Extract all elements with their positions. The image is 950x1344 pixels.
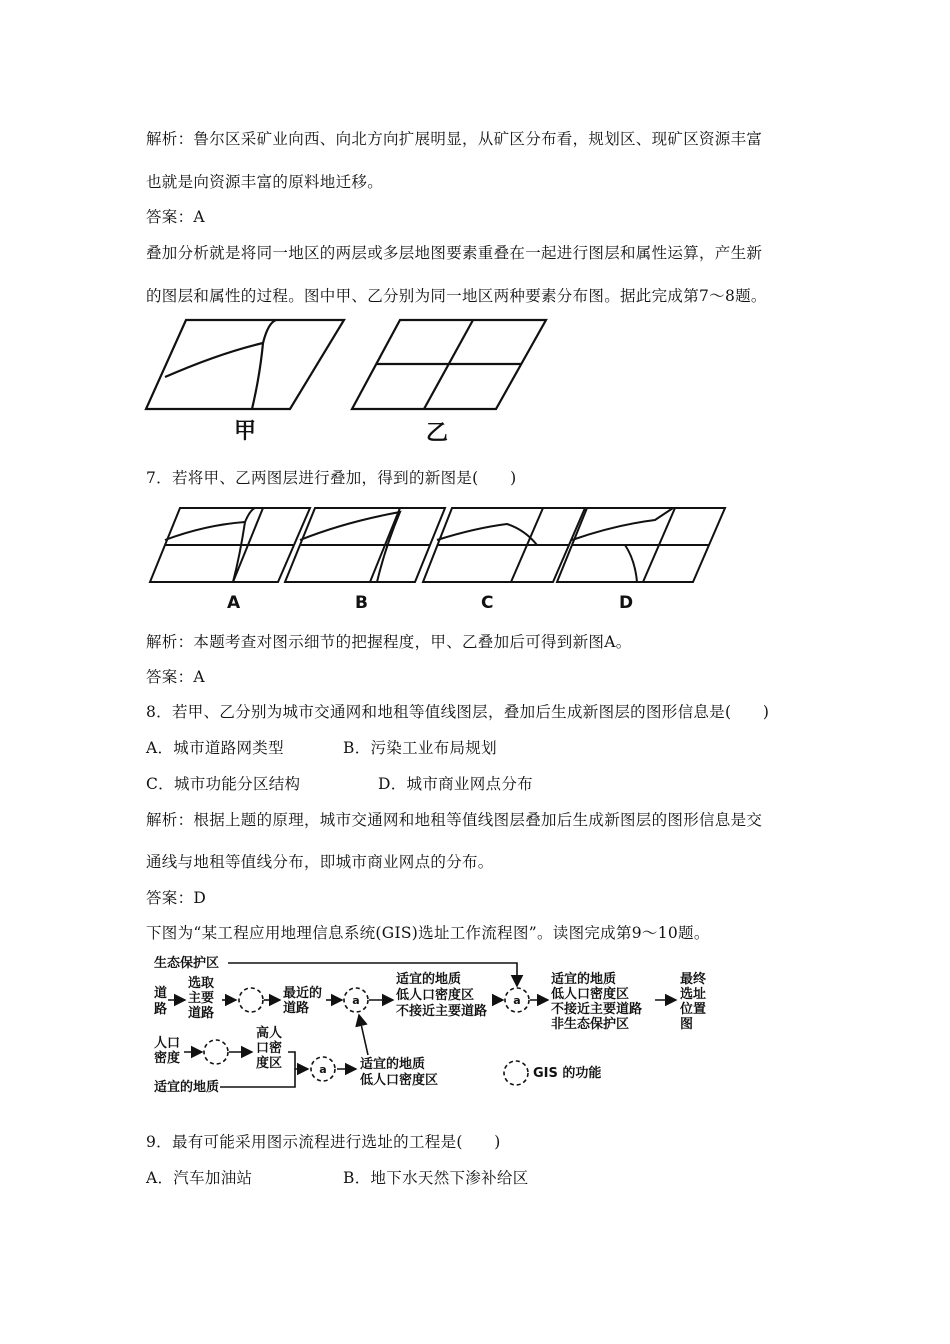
text-line: 的图层和属性的过程。图中甲、乙分别为同一地区两种要素分布图。据此完成第7～8题。 (146, 287, 767, 305)
option-8-d: D．城市商业网点分布 (378, 775, 533, 793)
answer-line: 答案：A (146, 208, 205, 226)
road-label-2: 路 (154, 1002, 168, 1017)
nearest-label-1: 最近的 (283, 986, 323, 1001)
legend-circle (504, 1061, 528, 1085)
select-label-3: 道路 (188, 1006, 215, 1021)
explanation-8: 解析：根据上题的原理，城市交通网和地租等值线图层叠加后生成新图层的图形信息是交 (146, 811, 763, 829)
option-label-b: B (355, 593, 368, 613)
a-marker: a (513, 994, 521, 1007)
map-jia-frame (146, 320, 344, 409)
text-line: 解析：鲁尔区采矿业向西、向北方向扩展明显，从矿区分布看，规划区、现矿区资源丰富 (146, 130, 763, 148)
a-marker: a (319, 1063, 327, 1076)
option-9-b: B．地下水天然下渗补给区 (343, 1169, 529, 1187)
high-label-1: 高人 (256, 1026, 283, 1041)
gis-function-1 (239, 988, 263, 1012)
mid-label-2: 低人口密度区 (396, 988, 475, 1003)
final-label-1: 最终 (680, 972, 707, 987)
final-label-4: 图 (680, 1017, 694, 1032)
overlay-options-figure (145, 500, 735, 615)
intro-9-10: 下图为“某工程应用地理信息系统(GIS)选址工作流程图”。读图完成第9～10题。 (146, 924, 710, 942)
a-marker: a (352, 994, 360, 1007)
question-7: 7．若将甲、乙两图层进行叠加，得到的新图是( ) (146, 469, 517, 487)
road-label-1: 道 (154, 986, 168, 1001)
option-8-b: B．污染工业布局规划 (343, 739, 497, 757)
select-label-1: 选取 (188, 976, 215, 991)
label-yi: 乙 (426, 421, 449, 445)
overlay-source-figure (140, 315, 560, 445)
answer-7: 答案：A (146, 668, 205, 686)
option-8-c: C．城市功能分区结构 (146, 775, 301, 793)
option-label-c: C (481, 593, 494, 613)
legend-label: GIS 的功能 (533, 1066, 602, 1081)
high-label-3: 度区 (256, 1056, 283, 1071)
option-9-a: A．汽车加油站 (146, 1169, 253, 1187)
question-9: 9．最有可能采用图示流程进行选址的工程是( ) (146, 1133, 501, 1151)
text-line: 也就是向资源丰富的原料地迁移。 (146, 173, 384, 191)
option-label-a: A (227, 593, 241, 613)
mid-label-3: 不接近主要道路 (396, 1004, 488, 1019)
mid-label-1: 适宜的地质 (396, 972, 462, 987)
final-label-3: 位置 (680, 1002, 707, 1017)
right-label-2: 低人口密度区 (551, 987, 630, 1002)
eco-label: 生态保护区 (154, 956, 220, 971)
map-jia-curve-top (263, 320, 276, 343)
option-label-d: D (619, 593, 634, 613)
geo-label: 适宜的地质 (154, 1080, 220, 1095)
gis-function-4 (204, 1040, 228, 1064)
map-jia-curves (165, 343, 263, 409)
explanation-8-cont: 通线与地租等值线分布，即城市商业网点的分布。 (146, 853, 494, 871)
answer-8: 答案：D (146, 889, 207, 907)
right-label-1: 适宜的地质 (551, 972, 617, 987)
option-8-a: A．城市道路网类型 (146, 739, 284, 757)
low-label-2: 低人口密度区 (360, 1073, 439, 1088)
label-jia: 甲 (234, 419, 257, 444)
pop-label-2: 密度 (154, 1051, 181, 1066)
text-line: 叠加分析就是将同一地区的两层或多层地图要素重叠在一起进行图层和属性运算，产生新 (146, 244, 763, 262)
select-label-2: 主要 (188, 991, 215, 1006)
nearest-label-2: 道路 (283, 1001, 310, 1016)
question-8: 8．若甲、乙分别为城市交通网和地租等值线图层，叠加后生成新图层的图形信息是( ) (146, 703, 770, 721)
low-label-1: 适宜的地质 (360, 1057, 426, 1072)
right-label-3: 不接近主要道路 (551, 1002, 643, 1017)
explanation-7: 解析：本题考查对图示细节的把握程度，甲、乙叠加后可得到新图A。 (146, 633, 632, 651)
pop-label-1: 人口 (154, 1036, 181, 1051)
high-label-2: 口密 (256, 1041, 283, 1056)
right-label-4: 非生态保护区 (551, 1017, 630, 1032)
gis-flowchart (150, 945, 740, 1095)
final-label-2: 选址 (680, 987, 707, 1002)
